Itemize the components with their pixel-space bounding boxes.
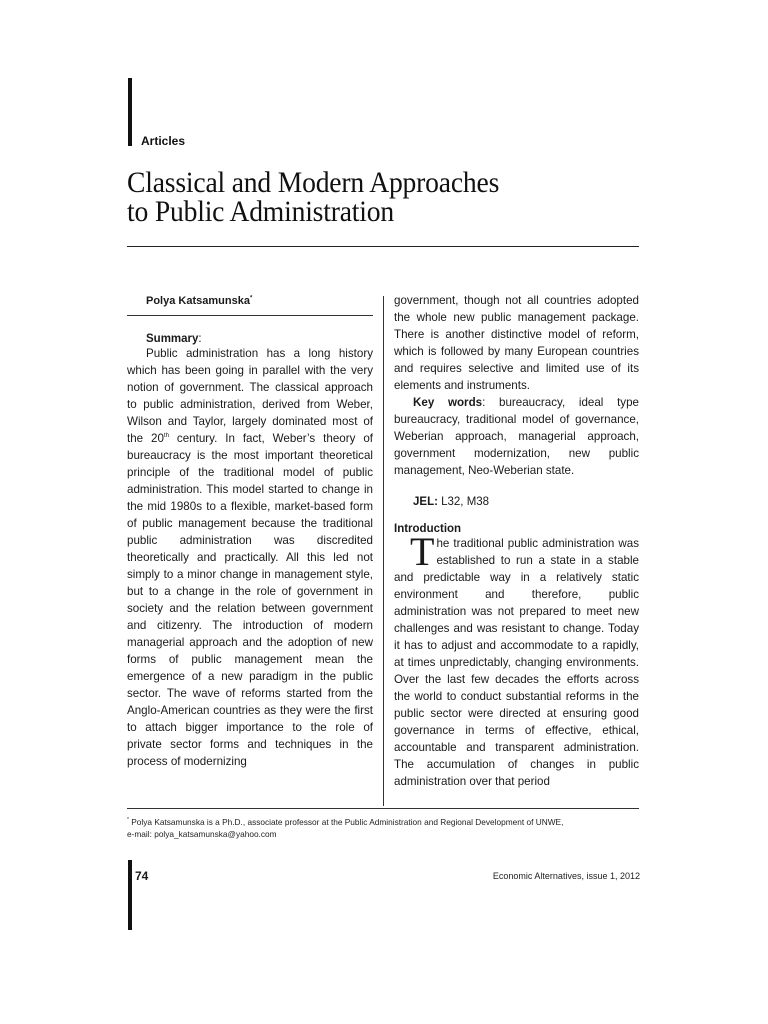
bottom-margin-bar: [128, 860, 132, 930]
column-divider: [383, 296, 384, 806]
drop-cap: T: [410, 529, 435, 574]
author: [127, 295, 373, 307]
author-email: e-mail: polya_katsamunska@yahoo.com: [127, 828, 277, 839]
summary-label: Summary: [146, 333, 199, 345]
footnote-rule: [127, 808, 639, 809]
summary-continued: government, though not all countries adopted the whole new public management package. There is another distinctive model of reform, which is followed by many European countries and requires selective and limited use of its elements and instruments.: [394, 294, 639, 392]
author-rule: [127, 315, 373, 316]
keywords-label: Key words: [413, 396, 483, 409]
summary-heading: Summary:: [146, 333, 202, 345]
article-title: [127, 168, 605, 226]
section-label: Articles: [141, 134, 186, 148]
footnote: * Polya Katsamunska is a Ph.D., associate professor at the Public Administration and Regional Development of UNWE, e-mail: polya_katsamunska@yahoo.com: [127, 814, 647, 840]
journal-citation: Economic Alternatives, issue 1, 2012: [492, 871, 640, 881]
introduction-text: The traditional public administration was established to run a state in a stable and predictable way in a relatively static environment and therefore, public administration was not prepared to meet new challenges and was resistant to change. Today it has to adjust and accommodate to a rapidly, at times unpredictably, changing environments. Over the last few decades the efforts across the world to conduct substantial reforms in the public sector were directed at ensuring good governance in terms of effective, ethical, accountable and transparent administration. The accumulation of changes in public administration over that period: [394, 529, 639, 788]
author-footnote-mark: *: [249, 295, 253, 302]
author-name: Polya Katsamunska: [146, 295, 250, 307]
left-column: [127, 292, 373, 770]
top-margin-bar: [128, 78, 132, 146]
title-rule: [127, 246, 639, 247]
jel-label: JEL:: [413, 496, 438, 508]
summary-text: Public administration has a long history which has been going in parallel with the very notion of government. The classical approach to public administration, derived from Weber, Wilson and Taylor, largely dominated most of the 20th century. In fact, Weber’s theory of bureaucracy is the most important theoretical principle of the traditional model of public administration. This model started to change in the mid 1980s to a flexible, market-based form of public management because the traditional public administration was discredited theoretically and practically. All this led not simply to a minor change in management style, but to a change in the role of government in society and the relation between government and citizenry. The introduction of modern managerial approach and the adoption of new forms of public management mean the emergence of a new paradigm in the public sector. The wave of reforms started from the Anglo-American countries as they were the first to attach bigger importance to the role of private sector forms and techniques in the process of modernizing: [127, 347, 373, 768]
right-column: [394, 292, 639, 790]
jel-codes: JEL: L32, M38: [413, 496, 490, 508]
page-number: 74: [135, 869, 149, 883]
introduction-heading: Introduction: [394, 523, 462, 535]
keywords: [394, 394, 639, 479]
keywords-text: : bureaucracy, ideal type bureaucracy, traditional model of governance, Weberian approach, managerial approach, government modernization, new public management, Neo-Weberian state.: [394, 396, 639, 477]
title-line-2: to Public Administration: [127, 195, 395, 228]
title-line-1: Classical and Modern Approaches: [127, 166, 500, 199]
